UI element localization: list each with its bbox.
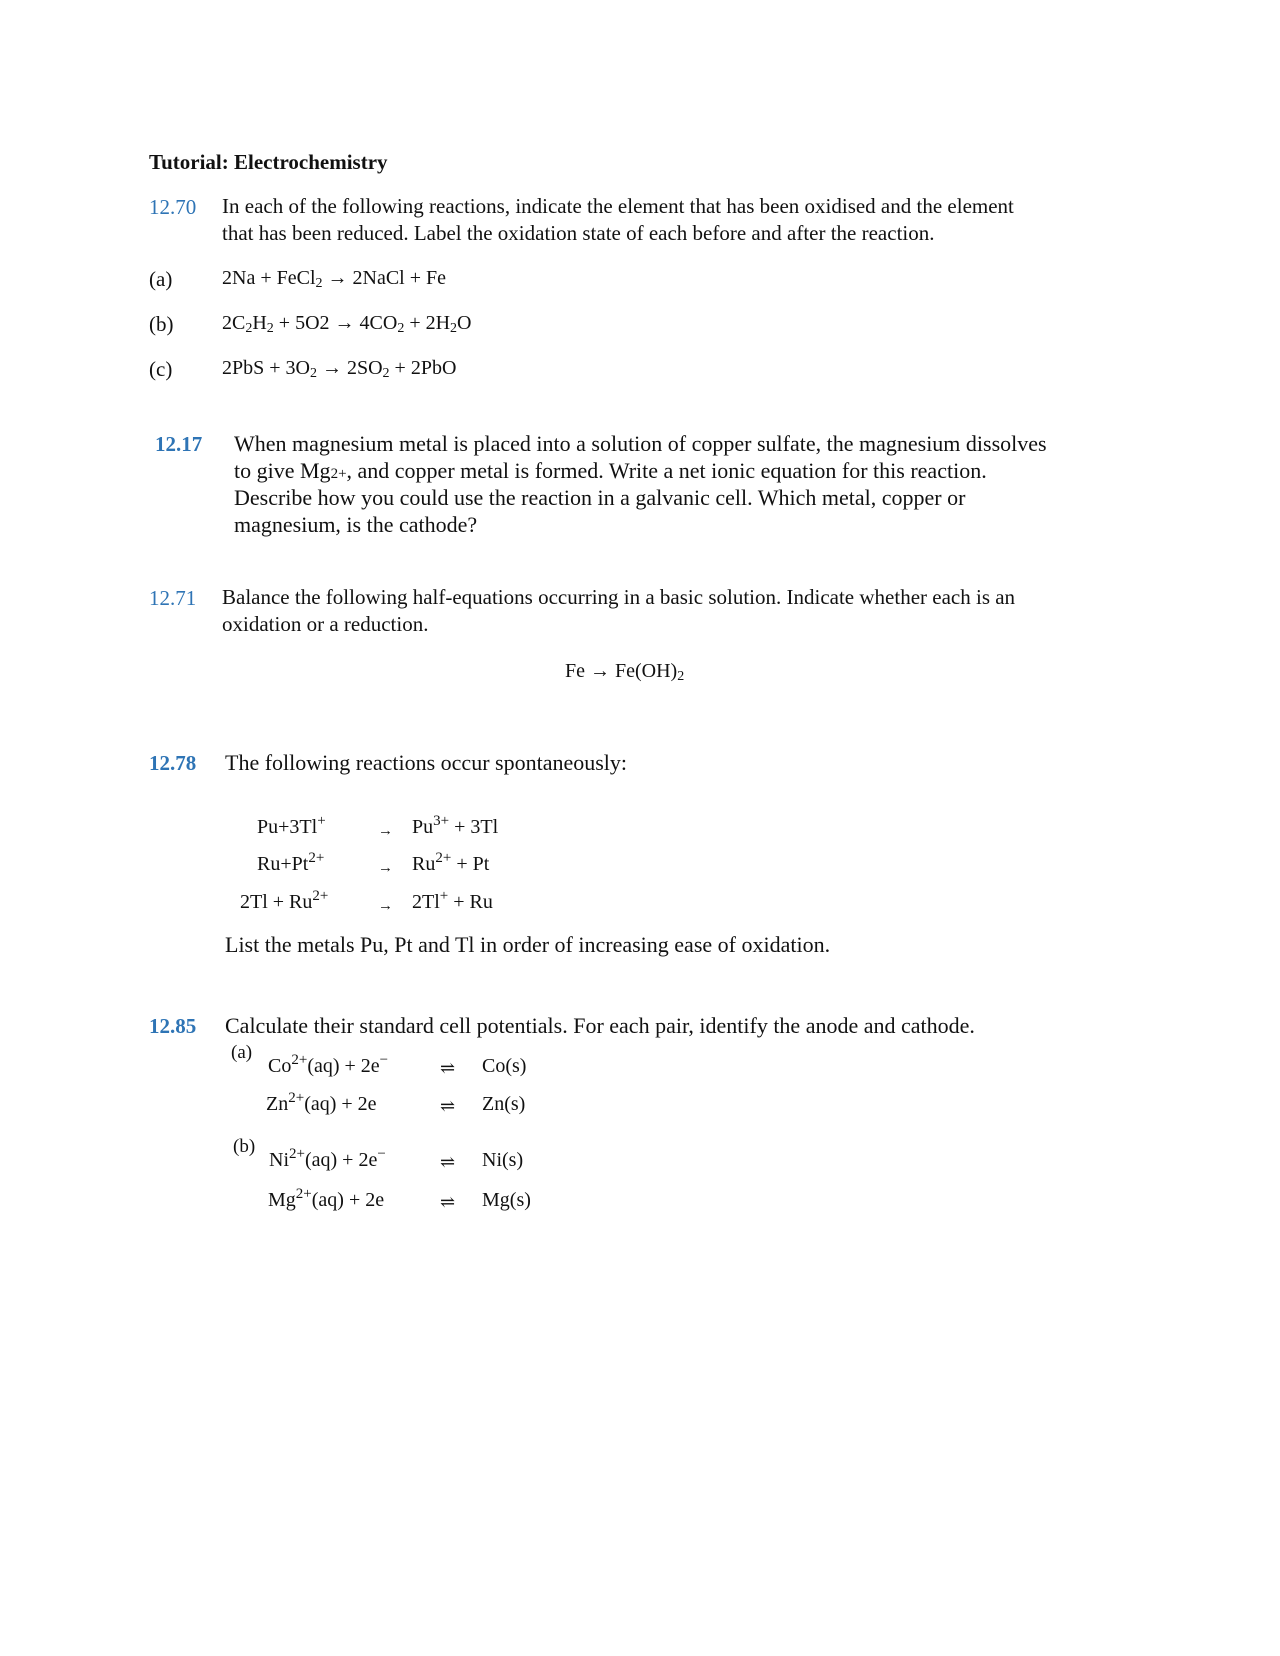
question-intro: The following reactions occur spontaneously:: [225, 750, 628, 775]
question-text-line: Describe how you could use the reaction in a galvanic cell. Which metal, copper or: [234, 485, 966, 510]
equilibrium-arrow: ⇌: [440, 1192, 456, 1212]
equation-c: $2PbS + 3O_2 \to 2SO_2 + 2PbO$: [222, 357, 457, 381]
equation-b: $2C_2H_2 + 5O2 \to 4CO_2 + 2H_2O$: [222, 312, 472, 336]
question-text-line: that has been reduced. Label the oxidation state of each before and after the reaction.: [222, 221, 935, 245]
question-text-line: In each of the following reactions, indicate the element that has been oxidised and the element: [222, 194, 1014, 218]
half-reaction-right: Mg(s): [482, 1189, 531, 1211]
reaction-right: 2Tl+ + Ru: [412, 888, 493, 913]
half-reaction-left: $Ni^{2+}(aq) + 2e^-$: [269, 1146, 386, 1171]
half-equation: $Fe \to Fe(OH)_2$: [565, 660, 685, 684]
equation-a: 2Na + FeCl$_2$ → 2NaCl + Fe: [222, 267, 446, 291]
question-number-12-17: 12.17: [155, 432, 203, 456]
part-label-a: (a): [231, 1042, 253, 1063]
reaction-right: $Ru^{2+} + Pt$: [412, 850, 490, 875]
half-reaction-left: $Mg^{2+}(aq) + 2e$: [268, 1186, 385, 1211]
reaction-arrow: →: [378, 860, 393, 876]
equilibrium-arrow: ⇌: [440, 1058, 456, 1078]
half-reaction-right: Zn(s): [482, 1093, 526, 1115]
equilibrium-arrow: ⇌: [440, 1096, 456, 1116]
part-label-a: (a): [149, 267, 173, 291]
part-label-b: (b): [149, 312, 174, 336]
reaction-arrow: →: [378, 898, 393, 914]
question-text-line: List the metals Pu, Pt and Tl in order of increasing ease of oxidation.: [225, 932, 831, 957]
reaction-left: $Ru+Pt^{2+}$: [257, 850, 325, 875]
question-text-line: Balance the following half-equations occurring in a basic solution. Indicate whether each is an: [222, 585, 1016, 609]
question-number-12-71: 12.71: [149, 586, 197, 610]
half-reaction-right: Co(s): [482, 1055, 527, 1077]
question-text-line: to give Mg2+, and copper metal is formed. Write a net ionic equation for this reaction.: [234, 458, 987, 483]
question-number-12-85: 12.85: [149, 1014, 197, 1038]
question-intro: Calculate their standard cell potentials. For each pair, identify the anode and cathode.: [225, 1013, 975, 1038]
reaction-left: Pu+3Tl+: [257, 813, 326, 838]
reaction-arrow: →: [378, 823, 393, 839]
question-text-line: oxidation or a reduction.: [222, 612, 429, 636]
half-reaction-right: Ni(s): [482, 1149, 524, 1171]
question-text-line: When magnesium metal is placed into a solution of copper sulfate, the magnesium dissolves: [234, 431, 1047, 456]
reaction-left: $2Tl + Ru^{2+}$: [240, 888, 329, 913]
part-label-b: (b): [233, 1136, 256, 1157]
equilibrium-arrow: ⇌: [440, 1152, 456, 1172]
question-number-12-70: 12.70: [149, 195, 197, 219]
question-number-12-78: 12.78: [149, 751, 197, 775]
page-title: Tutorial: Electrochemistry: [149, 150, 388, 174]
half-reaction-left: $Zn^{2+}(aq) + 2e$: [266, 1090, 377, 1115]
reaction-right: $Pu^{3+} + 3Tl$: [412, 813, 499, 838]
half-reaction-left: $Co^{2+}(aq) + 2e^-$: [268, 1052, 389, 1077]
part-label-c: (c): [149, 357, 173, 381]
question-text-line: magnesium, is the cathode?: [234, 512, 478, 537]
